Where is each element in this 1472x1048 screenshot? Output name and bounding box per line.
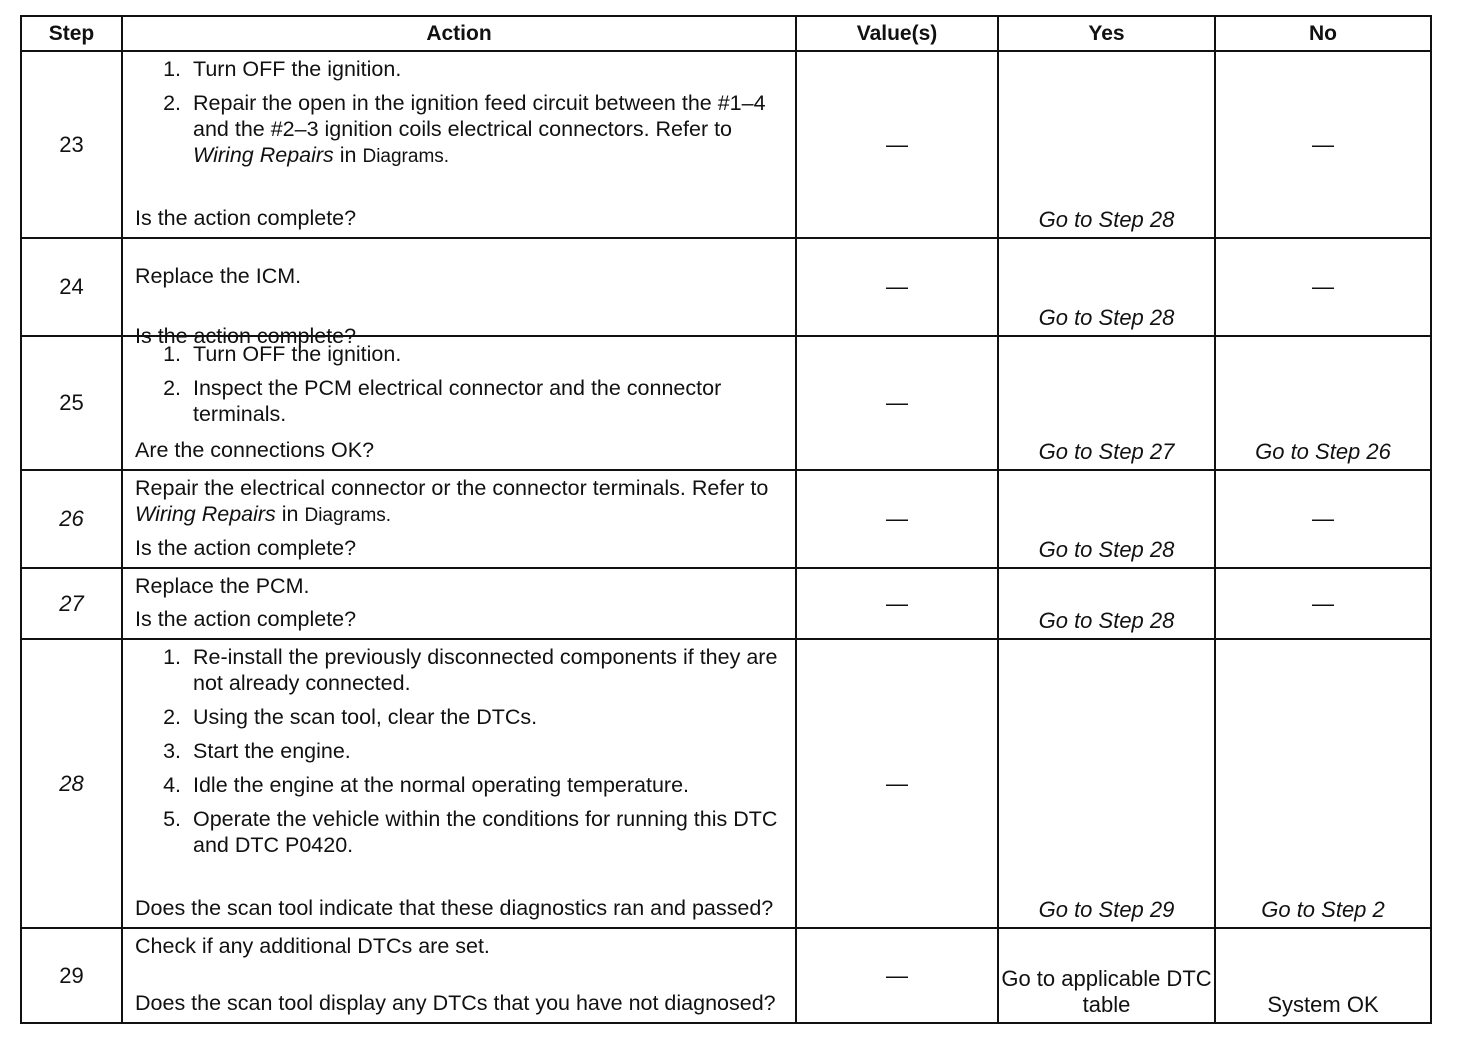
yes-outcome: Go to Step 28 — [998, 470, 1215, 568]
values-cell: — — [796, 928, 998, 1023]
step-number: 24 — [21, 238, 122, 336]
table-row — [21, 238, 1431, 336]
action-cell — [122, 470, 796, 568]
yes-outcome: Go to Step 28 — [998, 568, 1215, 639]
action-item-text: Repair the open in the ignition feed circuit between the #1–4 and the #2–3 ignition coils electrical connectors. Refer to — [193, 91, 766, 141]
yes-outcome: Go to Step 28 — [998, 51, 1215, 238]
header-yes: Yes — [998, 16, 1215, 51]
header-row — [21, 16, 1431, 51]
table-row — [21, 470, 1431, 568]
values-cell: — — [796, 568, 998, 639]
yes-outcome: Go to applicable DTC table — [998, 928, 1215, 1023]
action-cell — [122, 639, 796, 928]
table-row — [21, 928, 1431, 1023]
reference-section: Diagrams. — [362, 146, 450, 167]
action-text: Check if any additional DTCs are set. — [135, 934, 490, 958]
values-cell: — — [796, 639, 998, 928]
values-cell: — — [796, 470, 998, 568]
yes-outcome: Go to Step 27 — [998, 336, 1215, 470]
question-text: Is the action complete? — [135, 324, 357, 348]
step-number: 29 — [21, 928, 122, 1023]
no-outcome: — — [1215, 51, 1431, 238]
action-item: 2. Using the scan tool, clear the DTCs. — [187, 704, 785, 730]
step-number: 23 — [21, 51, 122, 238]
action-item: 1. Turn OFF the ignition. — [187, 56, 785, 82]
action-text: Replace the ICM. — [135, 264, 302, 288]
action-item: 1. Turn OFF the ignition. — [187, 341, 785, 367]
question-text: Is the action complete? — [135, 536, 357, 560]
step-number: 25 — [21, 336, 122, 470]
table-row — [21, 51, 1431, 238]
table-row — [21, 336, 1431, 470]
action-item: 3. Start the engine. — [187, 738, 785, 764]
reference-section: Diagrams. — [304, 505, 392, 526]
action-text-tail: in — [275, 502, 305, 526]
header-action: Action — [122, 16, 796, 51]
question-text: Does the scan tool display any DTCs that you have not diagnosed? — [135, 991, 776, 1015]
reference-title: Wiring Repairs — [193, 143, 334, 167]
action-steps — [135, 341, 785, 433]
question-text: Is the action complete? — [135, 206, 357, 230]
step-number: 26 — [21, 470, 122, 568]
action-text — [135, 475, 785, 529]
action-item-text: in — [333, 143, 363, 167]
values-cell: — — [796, 51, 998, 238]
no-outcome: Go to Step 26 — [1215, 336, 1431, 470]
no-outcome: Go to Step 2 — [1215, 639, 1431, 928]
question-text: Are the connections OK? — [135, 438, 375, 462]
yes-outcome: Go to Step 29 — [998, 639, 1215, 928]
action-steps — [135, 56, 785, 176]
header-no: No — [1215, 16, 1431, 51]
header-values: Value(s) — [796, 16, 998, 51]
action-item: 4. Idle the engine at the normal operating temperature. — [187, 772, 785, 798]
action-text: Replace the PCM. — [135, 574, 310, 598]
table-row — [21, 639, 1431, 928]
reference-title: Wiring Repairs — [135, 502, 276, 526]
action-cell — [122, 238, 796, 348]
action-item: 1. Re-install the previously disconnected components if they are not already connected. — [187, 644, 785, 696]
step-number: 28 — [21, 639, 122, 928]
header-step: Step — [21, 16, 122, 51]
diagnostic-table — [20, 15, 1432, 1024]
no-outcome: — — [1215, 470, 1431, 568]
action-item: 2. Inspect the PCM electrical connector and the connector terminals. — [187, 375, 785, 427]
action-cell — [122, 336, 796, 470]
action-cell — [122, 51, 796, 238]
question-text: Does the scan tool indicate that these diagnostics ran and passed? — [135, 896, 774, 920]
values-cell: — — [796, 336, 998, 470]
no-outcome: System OK — [1215, 928, 1431, 1023]
question-text: Is the action complete? — [135, 607, 357, 631]
values-cell: — — [796, 238, 998, 336]
action-item: 5. Operate the vehicle within the conditions for running this DTC and DTC P0420. — [187, 806, 785, 858]
yes-outcome: Go to Step 28 — [998, 238, 1215, 336]
action-text-main: Repair the electrical connector or the connector terminals. Refer to — [135, 476, 769, 500]
no-outcome: — — [1215, 568, 1431, 639]
table-row — [21, 568, 1431, 639]
action-cell — [122, 928, 796, 1023]
step-number: 27 — [21, 568, 122, 639]
action-cell — [122, 568, 796, 639]
action-steps — [135, 644, 785, 864]
no-outcome: — — [1215, 238, 1431, 336]
action-item — [187, 90, 785, 170]
